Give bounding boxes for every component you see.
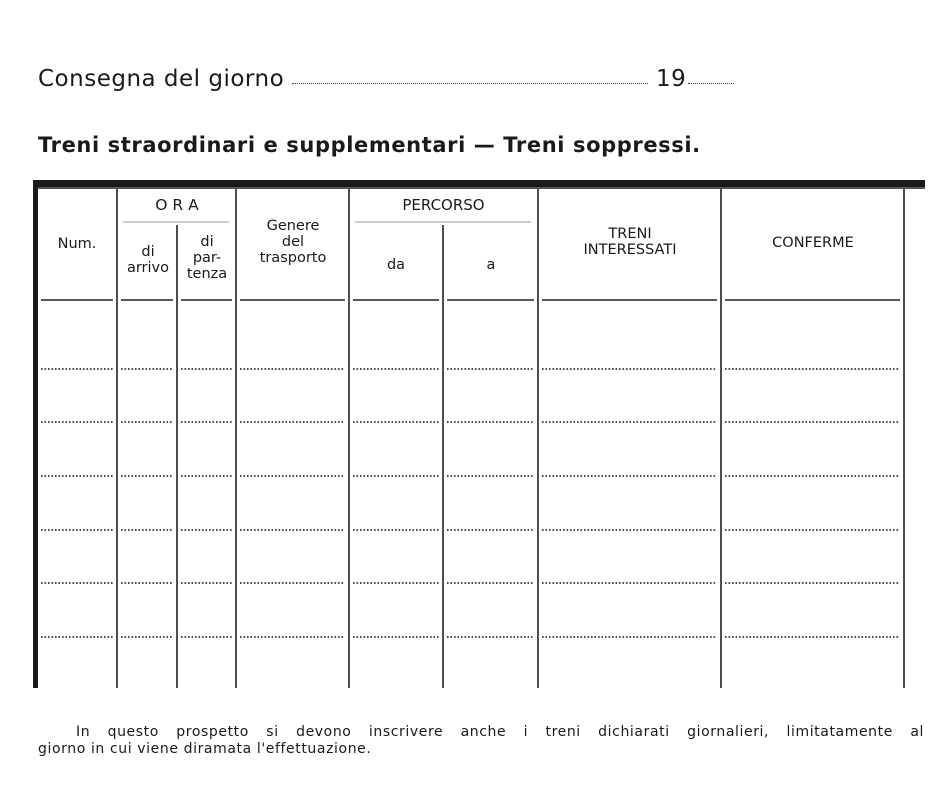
footnote [38,724,924,758]
header-num: Num. [57,236,97,252]
header-ora: O R A [155,196,199,214]
header-percorso-da: da [386,257,406,273]
top-rule [33,180,925,187]
page-title: Treni straordinari e supplementari — Treni soppressi. [38,133,701,157]
trains-table [33,180,925,690]
header-percorso-a: a [486,257,496,273]
year-prefix: 19 [655,66,687,92]
header-treni: TRENI INTERESSATI [583,226,677,258]
left-border [33,180,38,688]
consegna-line [38,66,734,92]
header-conferme: CONFERME [772,235,854,251]
header-ora-arrivo: di arrivo [126,244,170,276]
year-fill-field[interactable] [688,83,734,84]
footnote-line-1: In questo prospetto si devono inscrivere anche i treni dichiarati giornalieri, limitatamente al [76,724,924,740]
top-rule-shadow [33,187,925,189]
footnote-line-2: giorno in cui viene diramata l'effettuazione. [38,741,372,757]
date-fill-field[interactable] [292,83,648,84]
header-ora-partenza: di par- tenza [186,234,228,282]
header-percorso: PERCORSO [402,196,485,214]
header-genere: Genere del trasporto [259,218,327,266]
row-dotted-lines [41,369,900,637]
consegna-label: Consegna del giorno [38,66,285,92]
